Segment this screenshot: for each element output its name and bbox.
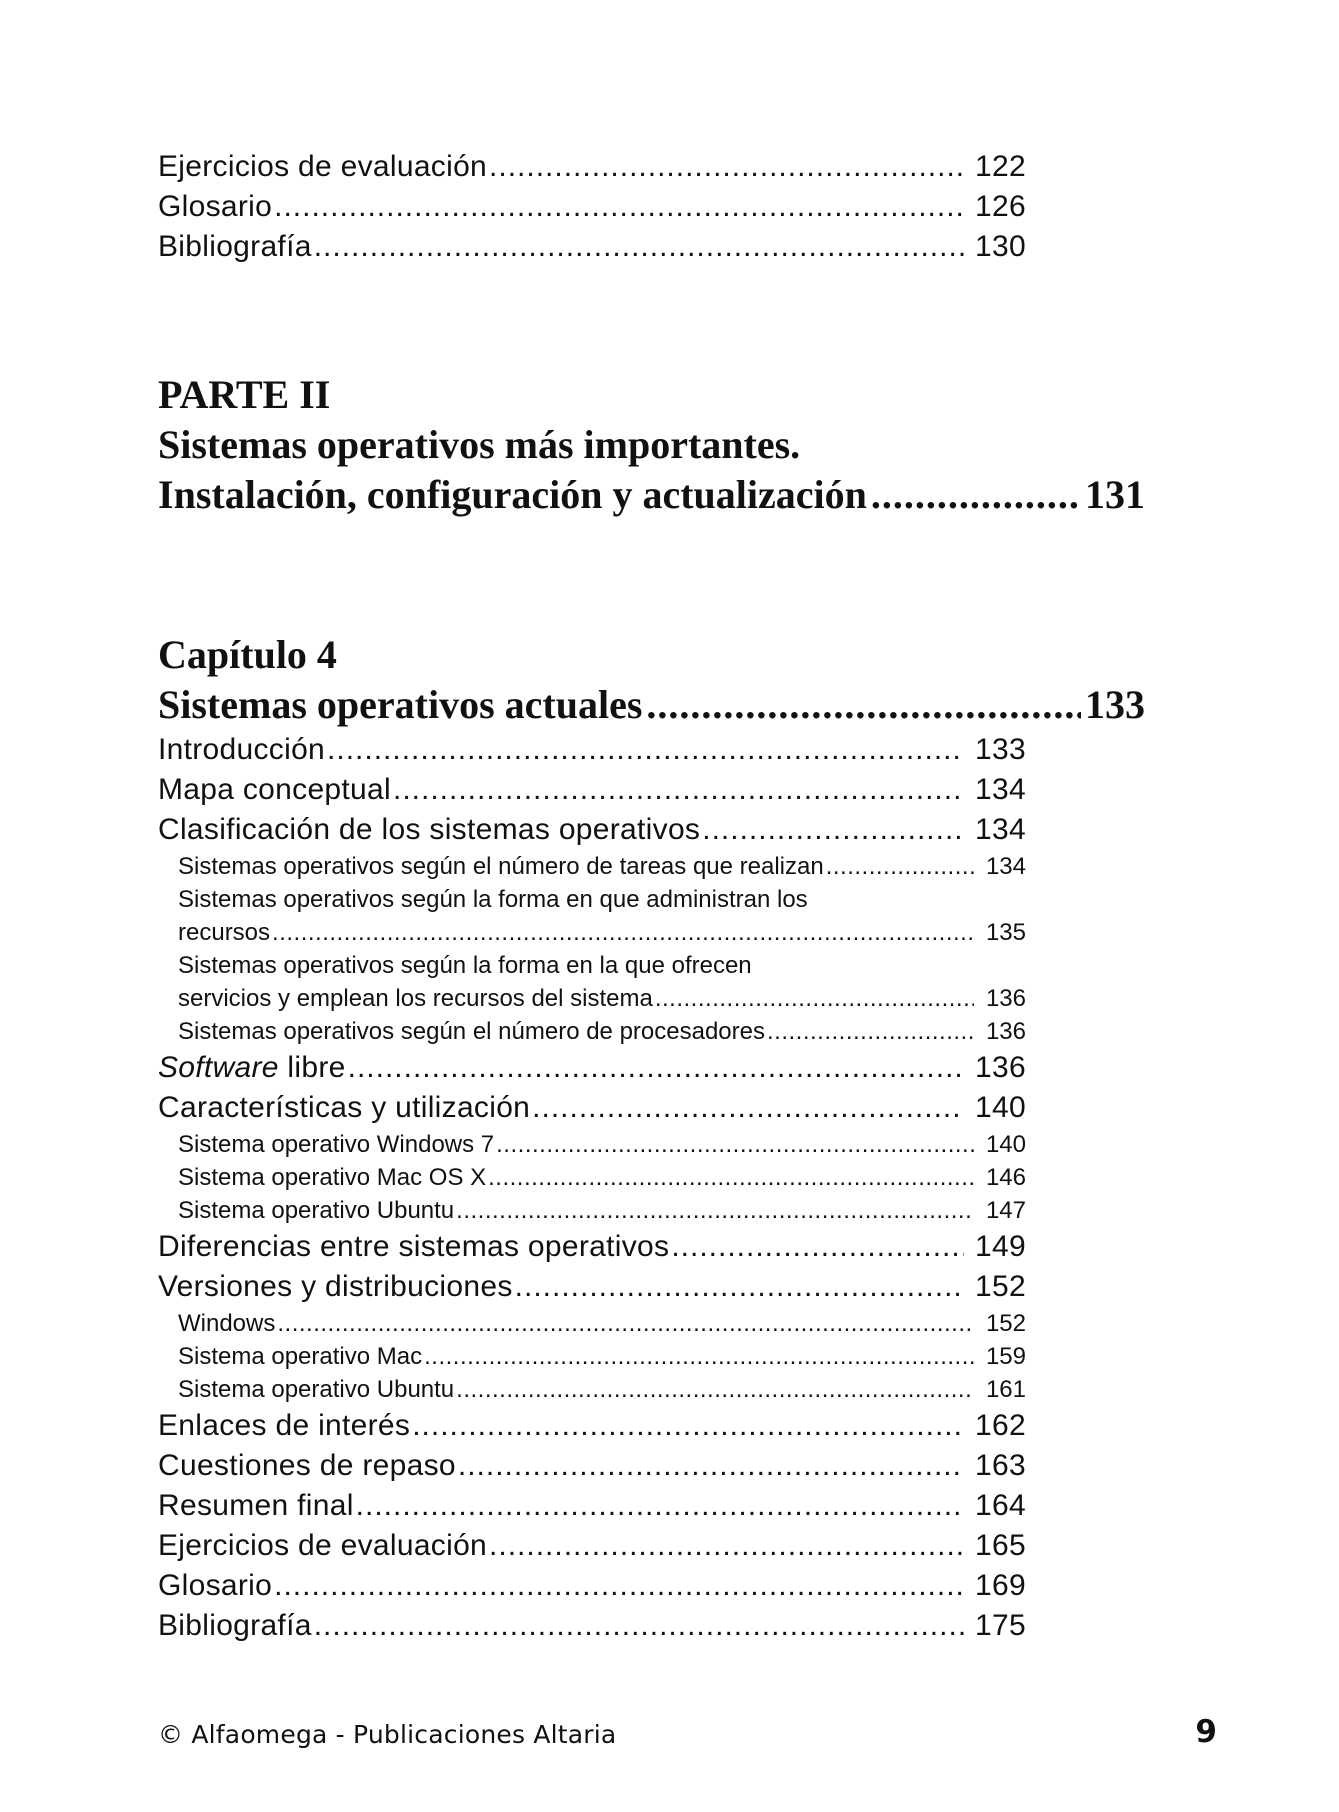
leader-dots — [515, 1267, 964, 1307]
toc-entry-diferencias — [158, 1227, 1026, 1267]
toc-entry-caracteristicas — [158, 1088, 1026, 1128]
toc-subentry-label: Sistema operativo Mac OS X — [178, 1164, 487, 1191]
toc-subentry-label: Sistemas operativos según el número de tareas que realizan — [178, 853, 824, 880]
toc-entry-page: 136 — [975, 1051, 1026, 1084]
toc-subentry-procesadores — [158, 1015, 1026, 1048]
leader-dots — [871, 470, 1081, 520]
toc-entry-glosario-prev — [158, 187, 1026, 227]
toc-subentry-windows7 — [158, 1128, 1026, 1161]
toc-subentry-page: 161 — [985, 1376, 1026, 1403]
page-number: 9 — [1195, 1714, 1217, 1750]
toc-entry-introduccion — [158, 730, 1026, 770]
toc-subentry-page: 152 — [985, 1310, 1026, 1337]
toc-subentry-label: Windows — [178, 1310, 276, 1337]
footer-publisher: © Alfaomega - Publicaciones Altaria — [158, 1720, 617, 1749]
toc-subentry-page: 140 — [985, 1131, 1026, 1158]
toc-entry-resumen — [158, 1486, 1026, 1526]
toc-entry-glosario — [158, 1566, 1026, 1606]
leader-dots — [671, 1227, 964, 1267]
toc-entry-cuestiones — [158, 1446, 1026, 1486]
leader-dots — [767, 1015, 974, 1048]
toc-entry-label: Glosario — [158, 190, 273, 223]
leader-dots — [458, 1446, 964, 1486]
toc-subentry-page: 136 — [985, 985, 1026, 1012]
toc-subentry-tareas — [158, 850, 1026, 883]
toc-subentry-label: Sistema operativo Mac — [178, 1343, 423, 1370]
toc-entry-label: Cuestiones de repaso — [158, 1449, 456, 1482]
leader-dots — [274, 187, 964, 227]
part-title-entry — [158, 470, 1145, 520]
toc-entry-page: 175 — [975, 1609, 1026, 1642]
leader-dots — [456, 1373, 974, 1406]
toc-entry-page: 152 — [975, 1270, 1026, 1303]
leader-dots — [412, 1406, 964, 1446]
toc-entry-label: Ejercicios de evaluación — [158, 150, 488, 183]
toc-entry-mapa-conceptual — [158, 770, 1026, 810]
toc-subentry-page: 146 — [985, 1164, 1026, 1191]
part-label: PARTE II — [158, 372, 331, 417]
leader-dots — [655, 982, 974, 1015]
leader-dots — [277, 1307, 974, 1340]
leader-dots — [488, 1161, 974, 1194]
toc-entry-bibliografia — [158, 1606, 1026, 1646]
toc-entry-clasificacion — [158, 810, 1026, 850]
toc-entry-page: 164 — [975, 1489, 1026, 1522]
toc-subentry-servicios — [158, 982, 1026, 1015]
toc-entry-page: 149 — [975, 1230, 1026, 1263]
toc-entry-label: Ejercicios de evaluación — [158, 1529, 488, 1562]
leader-dots — [356, 1486, 964, 1526]
leader-dots — [393, 770, 964, 810]
toc-entry-page: 130 — [975, 230, 1026, 263]
leader-dots — [327, 730, 964, 770]
toc-entry-label: Enlaces de interés — [158, 1409, 411, 1442]
toc-subentry-servicios-line1: Sistemas operativos según la forma en la que ofrecen — [178, 952, 752, 979]
leader-dots — [489, 1526, 964, 1566]
toc-entry-label: Bibliografía — [158, 1609, 312, 1642]
toc-subentry-page: 147 — [985, 1197, 1026, 1224]
toc-entry-page: 134 — [975, 773, 1026, 806]
toc-entry-ejercicios — [158, 1526, 1026, 1566]
toc-entry-page: 133 — [975, 733, 1026, 766]
leader-dots — [424, 1340, 974, 1373]
toc-subentry-ubuntu-2 — [158, 1373, 1026, 1406]
part-title-line2: Instalación, configuración y actualización — [158, 472, 867, 517]
toc-entry-label: Resumen final — [158, 1489, 354, 1522]
toc-subentry-label: Sistema operativo Windows 7 — [178, 1131, 495, 1158]
toc-subentry-ubuntu — [158, 1194, 1026, 1227]
toc-subentry-mac — [158, 1340, 1026, 1373]
toc-entry-page: 169 — [975, 1569, 1026, 1602]
leader-dots — [274, 1566, 964, 1606]
chapter-title-entry — [158, 680, 1145, 730]
toc-subentry-recursos — [158, 916, 1026, 949]
leader-dots — [702, 810, 964, 850]
toc-entry-page: 162 — [975, 1409, 1026, 1442]
toc-entry-label: Clasificación de los sistemas operativos — [158, 813, 701, 846]
leader-dots — [348, 1048, 964, 1088]
part-page: 131 — [1085, 472, 1145, 517]
toc-entry-label: Mapa conceptual — [158, 773, 391, 806]
toc-entry-label: Características y utilización — [158, 1091, 531, 1124]
table-of-contents — [158, 147, 1145, 1646]
chapter-label: Capítulo 4 — [158, 632, 337, 677]
chapter-title: Sistemas operativos actuales — [158, 682, 643, 727]
toc-entry-page: 165 — [975, 1529, 1026, 1562]
leader-dots — [489, 147, 964, 187]
toc-subentry-label: Sistemas operativos según el número de procesadores — [178, 1018, 765, 1045]
toc-entry-label: Bibliografía — [158, 230, 312, 263]
toc-entry-enlaces — [158, 1406, 1026, 1446]
toc-subentry-page: 159 — [985, 1343, 1026, 1370]
toc-subentry-recursos-line1: Sistemas operativos según la forma en que administran los — [178, 886, 808, 913]
toc-entry-label: Introducción — [158, 733, 326, 766]
toc-entry-ejercicios-prev — [158, 147, 1026, 187]
toc-subentry-label: Sistema operativo Ubuntu — [178, 1376, 455, 1403]
leader-dots — [496, 1128, 974, 1161]
part-title-line1: Sistemas operativos más importantes. — [158, 422, 801, 467]
toc-entry-bibliografia-prev — [158, 227, 1026, 267]
leader-dots — [314, 1606, 964, 1646]
leader-dots — [272, 916, 974, 949]
toc-entry-label-italic: Software — [158, 1051, 279, 1084]
toc-entry-page: 126 — [975, 190, 1026, 223]
toc-subentry-label: servicios y emplean los recursos del sistema — [178, 985, 653, 1012]
toc-subentry-page: 134 — [985, 853, 1026, 880]
toc-entry-label-rest: libre — [278, 1051, 346, 1084]
toc-entry-versiones — [158, 1267, 1026, 1307]
leader-dots — [532, 1088, 964, 1128]
toc-subentry-page: 135 — [985, 919, 1026, 946]
toc-entry-page: 134 — [975, 813, 1026, 846]
toc-entry-label — [158, 1048, 346, 1088]
toc-subentry-label: Sistema operativo Ubuntu — [178, 1197, 455, 1224]
leader-dots — [456, 1194, 974, 1227]
toc-subentry-windows — [158, 1307, 1026, 1340]
toc-entry-page: 122 — [975, 150, 1026, 183]
toc-entry-page: 163 — [975, 1449, 1026, 1482]
leader-dots — [314, 227, 964, 267]
toc-subentry-macosx — [158, 1161, 1026, 1194]
leader-dots — [826, 850, 974, 883]
toc-entry-software-libre — [158, 1048, 1026, 1088]
toc-entry-label: Glosario — [158, 1569, 273, 1602]
toc-entry-label: Versiones y distribuciones — [158, 1270, 513, 1303]
toc-subentry-label: recursos — [178, 919, 271, 946]
chapter-page: 133 — [1085, 682, 1145, 727]
toc-subentry-page: 136 — [985, 1018, 1026, 1045]
leader-dots — [646, 680, 1081, 730]
toc-entry-label: Diferencias entre sistemas operativos — [158, 1230, 670, 1263]
toc-entry-page: 140 — [975, 1091, 1026, 1124]
